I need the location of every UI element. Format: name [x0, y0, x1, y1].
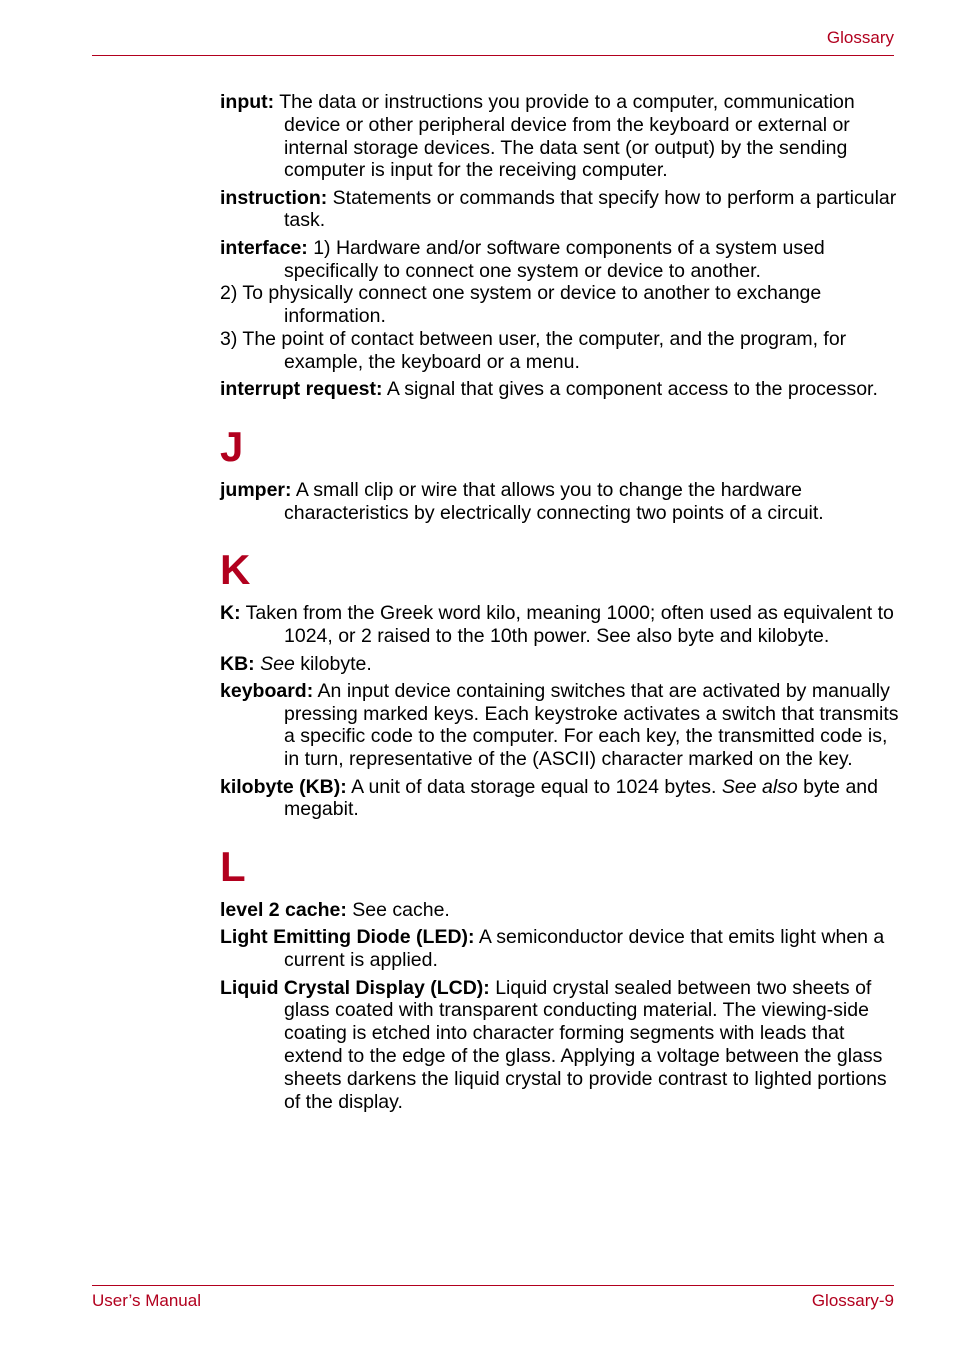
term-kilobyte: kilobyte (KB):: [220, 775, 347, 798]
term-input: input:: [220, 91, 275, 113]
def-kb: kilobyte.: [294, 652, 372, 675]
entry-k: [220, 602, 900, 648]
section-heading-l: L: [220, 843, 246, 891]
entry-keyboard: [220, 680, 900, 771]
term-interrupt-request: interrupt request:: [220, 378, 383, 401]
entry-lcd: [220, 977, 900, 1114]
term-kb: KB:: [220, 652, 255, 675]
header-rule: [92, 55, 894, 56]
term-lcd: Liquid Crystal Display (LCD):: [220, 976, 490, 999]
term-interface: interface:: [220, 236, 308, 259]
def-k: Taken from the Greek word kilo, meaning 1000; often used as equivalent to 1024, or 2 raised to the 10th power. See also byte and kilobyte.: [240, 602, 894, 648]
footer-page-number: Glossary-9: [811, 1291, 894, 1310]
def-input: The data or instructions you provide to a computer, communication device or other peripheral device from the keyboard or external or internal storage devices. The data sent (or output) by the sending computer is input for the receiving computer.: [274, 91, 855, 182]
term-level2-cache: level 2 cache:: [220, 899, 347, 922]
section-heading-j: J: [220, 422, 244, 470]
entry-kilobyte: [220, 776, 900, 822]
def-jumper: A small clip or wire that allows you to change the hardware characteristics by electrically connecting two points of a circuit.: [284, 478, 824, 524]
entry-level2-cache: [220, 899, 900, 922]
glossary-content: [220, 91, 900, 1118]
term-jumper: jumper:: [220, 478, 292, 501]
header-title: Glossary: [826, 28, 894, 47]
entry-instruction: [220, 187, 900, 233]
see-kb: See: [260, 652, 295, 675]
def-interface-3: 3) The point of contact between user, the computer, and the program, for example, the keyboard or a menu.: [220, 327, 847, 373]
def-interrupt-request: A signal that gives a component access to the processor.: [382, 378, 878, 401]
term-instruction: instruction:: [220, 186, 328, 209]
def-interface-2: 2) To physically connect one system or device to another to exchange information.: [220, 282, 822, 328]
footer-rule: [92, 1285, 894, 1286]
entry-interface: [220, 237, 900, 374]
see-also-kilobyte: See also: [721, 775, 798, 798]
def-interface-1: 1) Hardware and/or software components of a system used specifically to connect one system or device to another.: [284, 236, 825, 282]
def-level2-cache: See cache.: [346, 899, 450, 922]
def-led: A semiconductor device that emits light when a current is applied.: [284, 926, 885, 972]
def-instruction: Statements or commands that specify how to perform a particular task.: [284, 186, 897, 232]
entry-led: [220, 926, 900, 972]
def-keyboard: An input device containing switches that are activated by manually pressing marked keys. Each keystroke activates a switch that transmits a specific code to the computer. For each key, the transmitted code is, in turn, representative of the (ASCII) character marked on the key.: [284, 679, 899, 771]
entry-input: [220, 91, 900, 182]
def-lcd: Liquid crystal sealed between two sheets of glass coated with transparent conducting material. The viewing-side coating is etched into character forming segments with leads that extend to the edge of the glass. Applying a voltage between the glass sheets darkens the liquid crystal to provide contrast to lighted portions of the display.: [284, 976, 887, 1113]
entry-jumper: [220, 479, 900, 525]
term-keyboard: keyboard:: [220, 679, 314, 702]
entry-interrupt-request: [220, 378, 900, 401]
entry-kb: [220, 653, 900, 676]
term-led: Light Emitting Diode (LED):: [220, 926, 475, 949]
term-k: K:: [220, 602, 241, 625]
def-kilobyte-end: byte and megabit.: [284, 775, 878, 821]
def-kilobyte: A unit of data storage equal to 1024 bytes.: [346, 775, 722, 798]
footer-manual-title: User’s Manual: [92, 1291, 201, 1310]
section-heading-k: K: [220, 546, 251, 594]
